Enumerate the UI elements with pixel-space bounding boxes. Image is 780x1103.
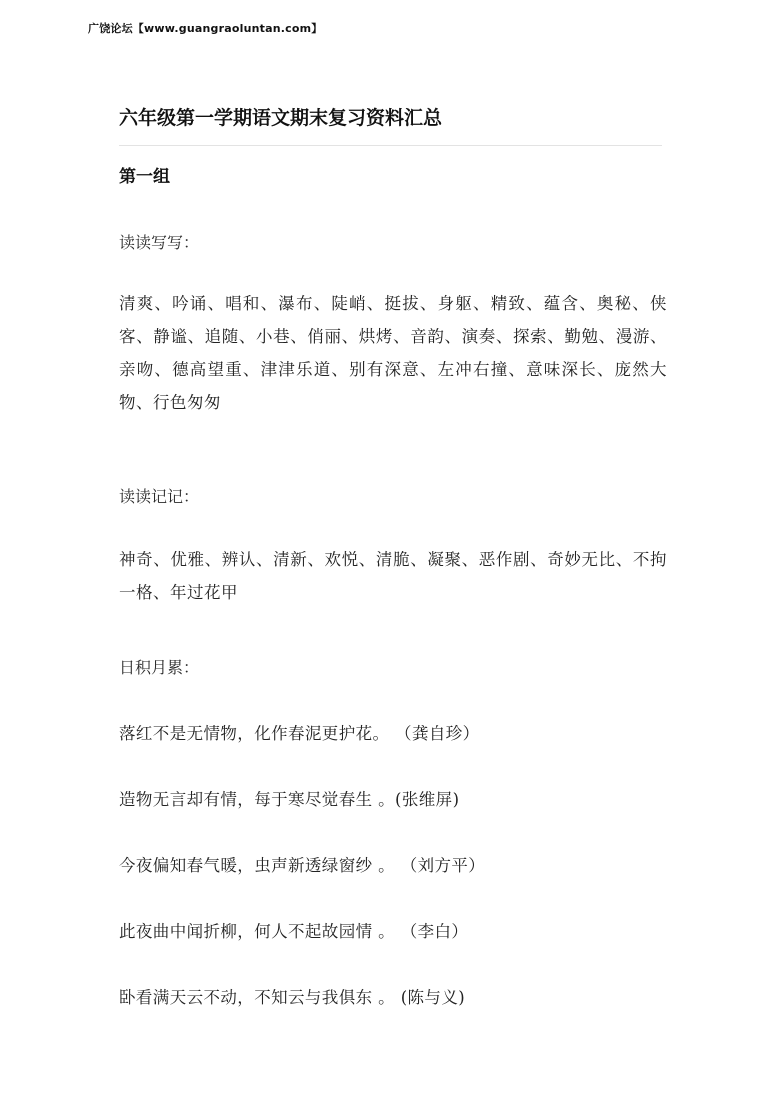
title-divider xyxy=(119,145,662,146)
page-header: 广饶论坛【www.guangraoluntan.com】 xyxy=(88,22,323,35)
section-label-read-write: 读读写写： xyxy=(119,233,200,252)
poem-line: 此夜曲中闻折柳，何人不起故园情 。 （李白） xyxy=(119,922,469,941)
read-write-words: 清爽、吟诵、唱和、瀑布、陡峭、挺拔、身躯、精致、蕴含、奥秘、侠客、静谧、追随、小巷、俏丽、烘烤、音韵、演奏、探索、勤勉、漫游、亲吻、德高望重、津津乐道、别有深意、左冲右撞、意味深长、庞然大物、行色匆匆 xyxy=(119,294,667,412)
read-remember-words: 神奇、优雅、辨认、清新、欢悦、清脆、凝聚、恶作剧、奇妙无比、不拘一格、年过花甲 xyxy=(119,550,667,602)
poem-line: 造物无言却有情，每于寒尽觉春生 。(张维屏) xyxy=(119,790,460,809)
poem-line: 落红不是无情物，化作春泥更护花。 （龚自珍） xyxy=(119,724,480,743)
poem-line: 卧看满天云不动，不知云与我俱东 。 (陈与义) xyxy=(119,988,466,1007)
poem-line: 今夜偏知春气暖，虫声新透绿窗纱 。 （刘方平） xyxy=(119,856,486,875)
section-label-daily-accumulation: 日积月累： xyxy=(119,658,200,677)
group-heading: 第一组 xyxy=(119,167,170,187)
section-label-read-remember: 读读记记： xyxy=(119,487,200,506)
document-title: 六年级第一学期语文期末复习资料汇总 xyxy=(119,107,443,129)
